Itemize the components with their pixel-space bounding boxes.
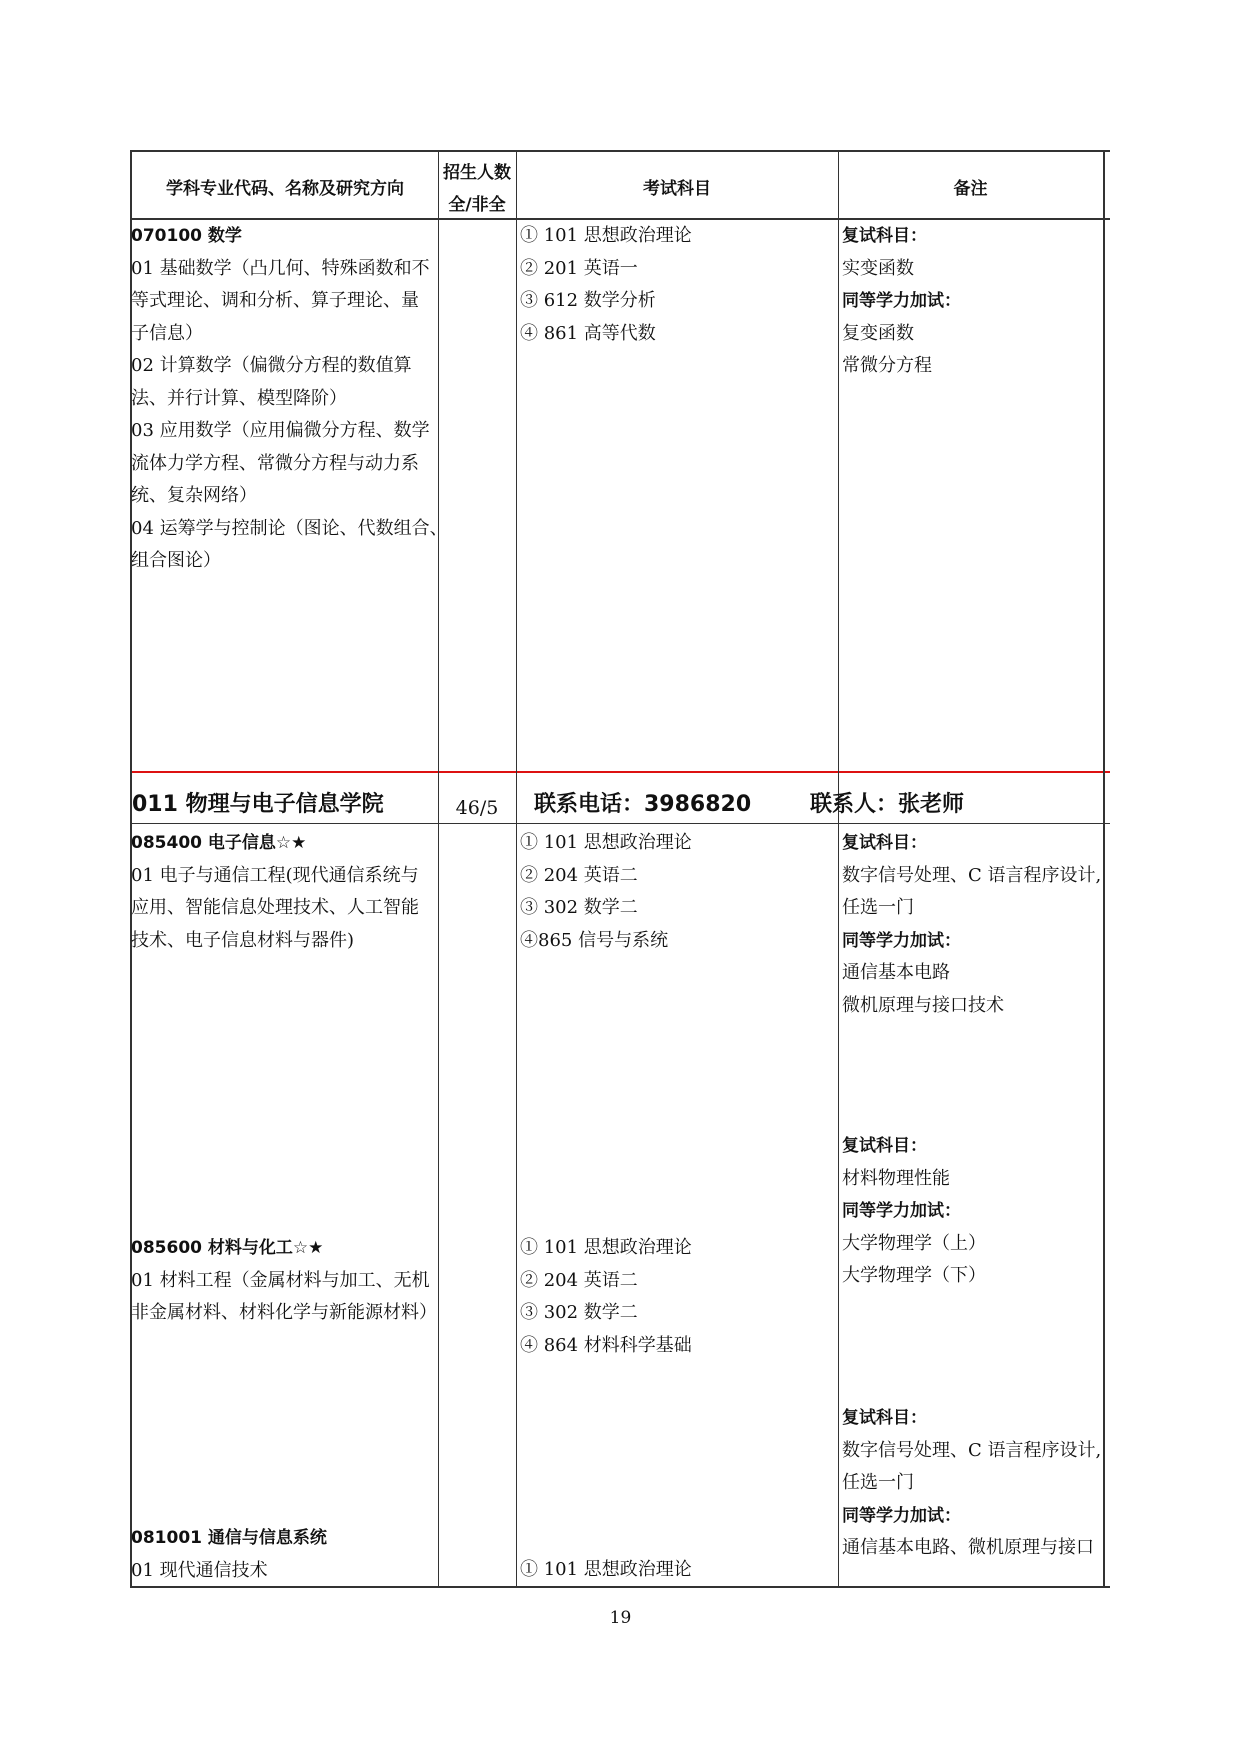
note-line: 复变函数 — [842, 322, 914, 344]
note-line: 微机原理与接口技术 — [842, 994, 1004, 1016]
college-name: 011 物理与电子信息学院 — [132, 792, 384, 817]
direction-line: 技术、电子信息材料与器件) — [131, 929, 355, 951]
note-line: 数字信号处理、C 语言程序设计, — [842, 864, 1102, 886]
header-col-major: 学科专业代码、名称及研究方向 — [166, 179, 404, 199]
exam-subject: ① 101 思想政治理论 — [520, 1559, 692, 1580]
note-line: 实变函数 — [842, 257, 914, 279]
major-title: 085400 电子信息☆★ — [131, 833, 307, 853]
exam-subjects-070100 — [520, 220, 692, 350]
exam-subjects-085600 — [520, 1232, 692, 1362]
note-heading: 复试科目： — [842, 226, 927, 246]
note-line: 材料物理性能 — [842, 1167, 950, 1189]
note-line: 常微分方程 — [842, 355, 932, 376]
direction-line: 01 基础数学（凸几何、特殊函数和不 — [131, 257, 430, 279]
note-heading: 同等学力加试： — [842, 930, 961, 951]
college-contact: 联系人：张老师 — [810, 792, 965, 817]
major-title: 070100 数学 — [131, 226, 242, 246]
page-number: 19 — [609, 1608, 632, 1628]
exam-subject: ④865 信号与系统 — [520, 929, 669, 951]
notes-070100 — [842, 220, 961, 383]
major-085400-directions — [131, 827, 419, 957]
note-line: 大学物理学（下） — [842, 1265, 986, 1286]
major-081001-directions — [131, 1522, 327, 1587]
major-title: 081001 通信与信息系统 — [131, 1528, 327, 1548]
major-085600-directions — [131, 1232, 437, 1330]
direction-line: 法、并行计算、模型降阶） — [131, 387, 347, 409]
notes-085400 — [842, 827, 1101, 1022]
exam-subject: ① 101 思想政治理论 — [520, 1237, 692, 1258]
header-col-notes: 备注 — [953, 179, 988, 199]
exam-subjects-085400 — [520, 827, 692, 957]
note-line: 大学物理学（上） — [842, 1232, 986, 1254]
direction-line: 子信息） — [131, 322, 203, 344]
direction-line: 组合图论） — [131, 550, 221, 571]
header-col-quota-line2: 全/非全 — [448, 195, 506, 215]
direction-line: 03 应用数学（应用偏微分方程、数学 — [131, 420, 430, 441]
direction-line: 统、复杂网络） — [131, 485, 257, 506]
notes-081001 — [842, 1402, 1101, 1565]
table-right-border — [1103, 150, 1105, 1587]
note-heading: 同等学力加试： — [842, 1505, 961, 1526]
direction-line: 等式理论、调和分析、算子理论、量 — [131, 290, 419, 311]
exam-subject: ④ 861 高等代数 — [520, 322, 656, 344]
section-bottom-border — [130, 823, 1110, 824]
note-heading: 同等学力加试： — [842, 291, 961, 311]
header-col-quota-line1: 招生人数 — [443, 163, 511, 183]
direction-line: 应用、智能信息处理技术、人工智能 — [131, 897, 419, 918]
direction-line: 非金属材料、材料化学与新能源材料） — [131, 1302, 437, 1323]
notes-085600 — [842, 1130, 986, 1293]
direction-line: 02 计算数学（偏微分方程的数值算 — [131, 355, 412, 376]
exam-subject: ③ 302 数学二 — [520, 897, 638, 918]
college-quota: 46/5 — [455, 797, 499, 819]
exam-subjects-081001 — [520, 1554, 692, 1587]
exam-subject: ① 101 思想政治理论 — [520, 225, 692, 246]
header-col-exam: 考试科目 — [643, 179, 711, 199]
exam-subject: ② 201 英语一 — [520, 257, 638, 279]
section-top-border — [130, 771, 1110, 773]
direction-line: 04 运筹学与控制论（图论、代数组合、 — [131, 517, 448, 539]
note-heading: 复试科目： — [842, 1408, 927, 1428]
college-phone: 联系电话：3986820 — [534, 792, 752, 817]
exam-subject: ② 204 英语二 — [520, 864, 638, 886]
note-heading: 同等学力加试： — [842, 1201, 961, 1221]
major-070100-directions — [131, 220, 448, 578]
major-title: 085600 材料与化工☆★ — [131, 1238, 324, 1258]
note-line: 通信基本电路、微机原理与接口 — [842, 1537, 1094, 1558]
exam-subject: ① 101 思想政治理论 — [520, 832, 692, 853]
exam-subject: ③ 302 数学二 — [520, 1302, 638, 1323]
note-line: 任选一门 — [842, 897, 914, 918]
note-line: 任选一门 — [842, 1472, 914, 1493]
direction-line: 流体力学方程、常微分方程与动力系 — [131, 452, 419, 474]
exam-subject: ④ 864 材料科学基础 — [520, 1334, 692, 1356]
direction-line: 01 材料工程（金属材料与加工、无机 — [131, 1269, 430, 1291]
note-heading: 复试科目： — [842, 1136, 927, 1156]
exam-subject: ② 204 英语二 — [520, 1269, 638, 1291]
exam-subject: ③ 612 数学分析 — [520, 290, 656, 311]
col-divider-2 — [516, 150, 517, 1587]
note-heading: 复试科目： — [842, 833, 927, 853]
direction-line: 01 现代通信技术 — [131, 1559, 268, 1581]
table-top-border — [130, 150, 1110, 152]
note-line: 数字信号处理、C 语言程序设计, — [842, 1439, 1102, 1461]
note-line: 通信基本电路 — [842, 962, 950, 983]
col-divider-3 — [838, 150, 839, 1587]
direction-line: 01 电子与通信工程(现代通信系统与 — [131, 864, 419, 886]
